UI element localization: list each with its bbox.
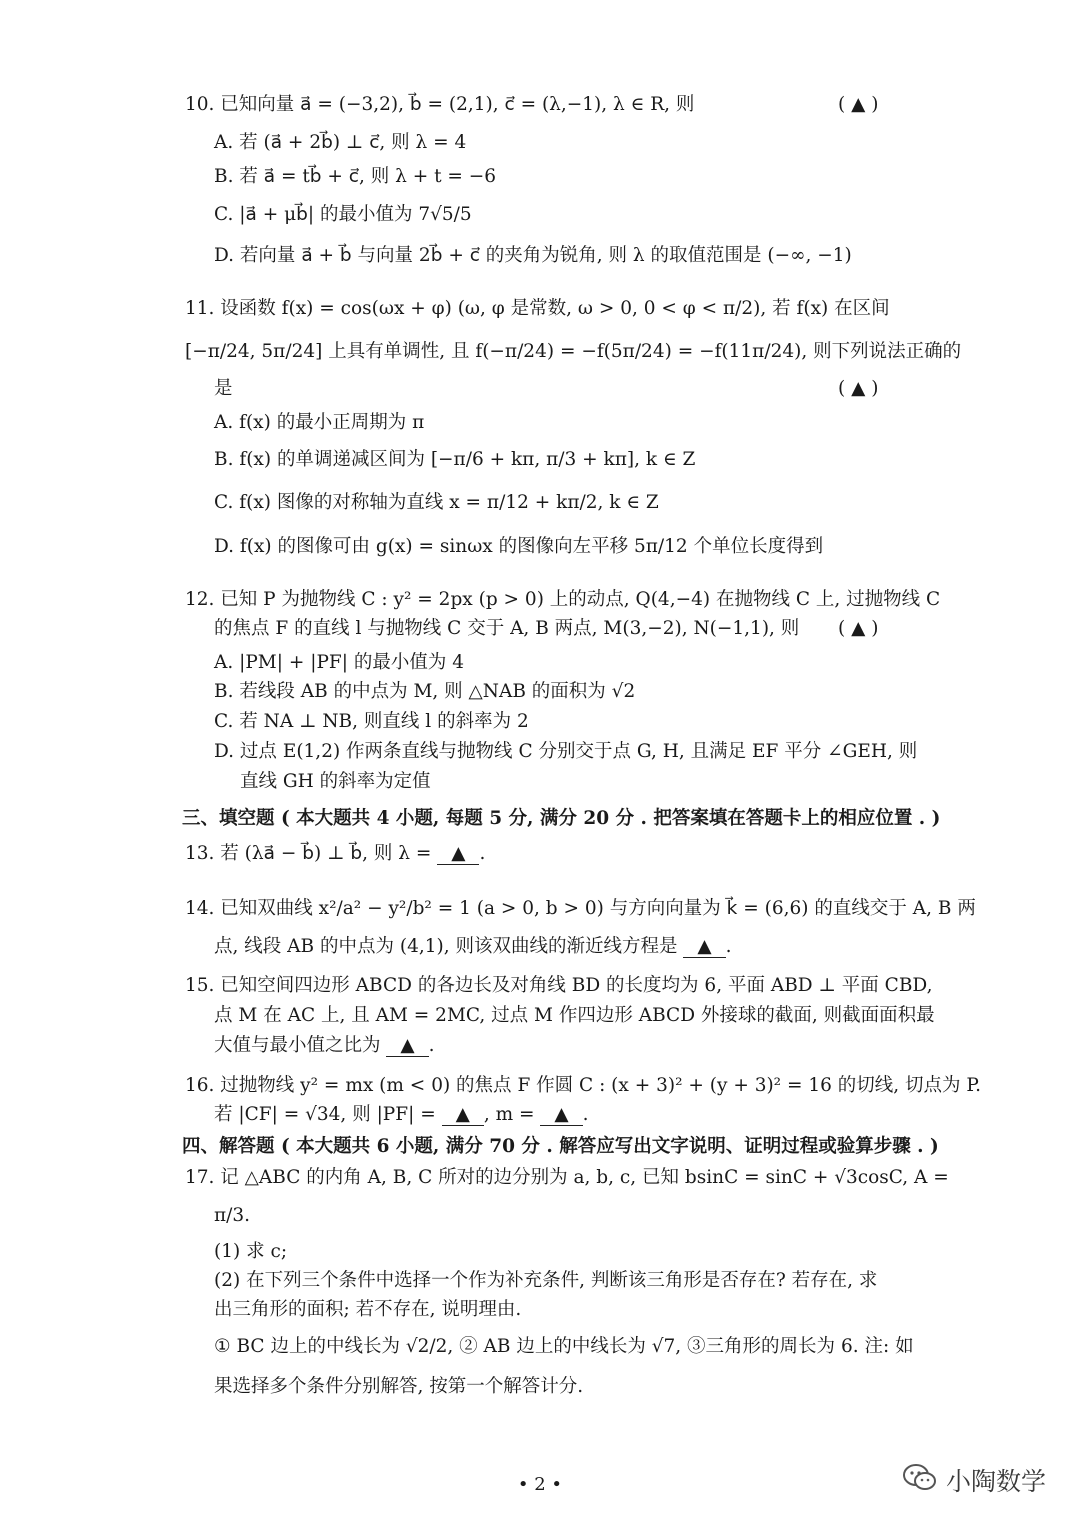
q16-line2 <box>214 1106 589 1126</box>
q15-text: 大值与最小值之比为 <box>214 1035 381 1056</box>
q11-stem-line1: 11. 设函数 f(x) = cos(ωx + φ) (ω, φ 是常数, ω > 0, 0 < φ < π/2), 若 f(x) 在区间 <box>185 298 890 319</box>
q12-option-b: B. 若线段 AB 的中点为 M, 则 △NAB 的面积为 √2 <box>214 681 636 702</box>
q12-option-d-cont: 直线 GH 的斜率为定值 <box>240 771 431 792</box>
page-number: • 2 • <box>517 1474 563 1495</box>
q17-part2-line1: (2) 在下列三个条件中选择一个作为补充条件, 判断该三角形是否存在? 若存在, 求 <box>214 1270 878 1291</box>
q12-stem-line2: 的焦点 F 的直线 l 与抛物线 C 交于 A, B 两点, M(3,−2), N(−1,1), 则 <box>214 618 800 639</box>
q17-conditions-line1: ① BC 边上的中线长为 √2/2, ② AB 边上的中线长为 √7, ③三角形的周长为 6. 注: 如 <box>214 1336 914 1357</box>
q16-text: 若 |CF| = √34, 则 |PF| = <box>214 1104 436 1125</box>
q16-answer-blank-2: ▲ <box>540 1106 582 1126</box>
q14-line1: 14. 已知双曲线 x²/a² − y²/b² = 1 (a > 0, b > 0) 与方向向量为 k⃗ = (6,6) 的直线交于 A, B 两 <box>185 898 976 919</box>
q16-period: . <box>582 1104 589 1125</box>
q10-option-b: B. 若 a⃗ = tb⃗ + c⃗, 则 λ + t = −6 <box>214 166 497 187</box>
q13-period: . <box>479 843 486 864</box>
q14-text: 点, 线段 AB 的中点为 (4,1), 则该双曲线的渐近线方程是 <box>214 936 678 957</box>
section-3-heading: 三、填空题 ( 本大题共 4 小题, 每题 5 分, 满分 20 分 . 把答案填在答题卡上的相应位置 . ) <box>182 808 941 829</box>
q17-part1: (1) 求 c; <box>214 1241 288 1262</box>
wechat-icon <box>902 1463 938 1498</box>
q17-line1: 17. 记 △ABC 的内角 A, B, C 所对的边分别为 a, b, c, 已知 bsinC = sinC + √3cosC, A = <box>185 1167 949 1188</box>
q13-answer-blank: ▲ <box>437 845 479 865</box>
q11-option-d: D. f(x) 的图像可由 g(x) = sinωx 的图像向左平移 5π/12 个单位长度得到 <box>214 536 824 557</box>
q12-stem-line1: 12. 已知 P 为抛物线 C : y² = 2px (p > 0) 上的动点, Q(4,−4) 在抛物线 C 上, 过抛物线 C <box>185 589 941 610</box>
q14-line2 <box>214 938 732 958</box>
q15-line1: 15. 已知空间四边形 ABCD 的各边长及对角线 BD 的长度均为 6, 平面 ABD ⊥ 平面 CBD, <box>185 975 933 996</box>
q12-answer-mark: ( ▲ ) <box>838 618 879 639</box>
q14-answer-blank: ▲ <box>683 938 725 958</box>
q16-mid-text: , m = <box>483 1104 535 1125</box>
watermark <box>902 1462 1046 1498</box>
q12-option-d: D. 过点 E(1,2) 作两条直线与抛物线 C 分别交于点 G, H, 且满足 EF 平分 ∠GEH, 则 <box>214 741 918 762</box>
q14-period: . <box>725 936 732 957</box>
q11-option-b: B. f(x) 的单调递减区间为 [−π/6 + kπ, π/3 + kπ], k ∈ Z <box>214 449 696 470</box>
q10-stem: 10. 已知向量 a⃗ = (−3,2), b⃗ = (2,1), c⃗ = (λ,−1), λ ∈ R, 则 <box>185 94 695 115</box>
q16-answer-blank-1: ▲ <box>442 1106 484 1126</box>
q17-conditions-line2: 果选择多个条件分别解答, 按第一个解答计分. <box>214 1376 584 1397</box>
q11-stem-line2: [−π/24, 5π/24] 上具有单调性, 且 f(−π/24) = −f(5π/24) = −f(11π/24), 则下列说法正确的 <box>185 341 962 362</box>
q12-option-c: C. 若 NA ⊥ NB, 则直线 l 的斜率为 2 <box>214 711 529 732</box>
q10-answer-mark: ( ▲ ) <box>838 94 879 115</box>
q10-option-c: C. |a⃗ + μb⃗| 的最小值为 7√5/5 <box>214 204 472 225</box>
q13 <box>185 845 485 865</box>
q15-line3 <box>214 1037 435 1057</box>
q17-part2-line2: 出三角形的面积; 若不存在, 说明理由. <box>214 1299 522 1320</box>
q15-answer-blank: ▲ <box>386 1037 428 1057</box>
q16-line1: 16. 过抛物线 y² = mx (m < 0) 的焦点 F 作圆 C : (x + 3)² + (y + 3)² = 16 的切线, 切点为 P. <box>185 1075 982 1096</box>
q11-stem-line3: 是 <box>214 378 233 399</box>
q10-option-a: A. 若 (a⃗ + 2b⃗) ⊥ c⃗, 则 λ = 4 <box>214 132 467 153</box>
q11-answer-mark: ( ▲ ) <box>838 378 879 399</box>
q17-line2: π/3. <box>214 1205 251 1226</box>
q13-text: 13. 若 (λa⃗ − b⃗) ⊥ b⃗, 则 λ = <box>185 843 432 864</box>
brand-name: 小陶数学 <box>946 1467 1047 1496</box>
q15-line2: 点 M 在 AC 上, 且 AM = 2MC, 过点 M 作四边形 ABCD 外接球的截面, 则截面面积最 <box>214 1005 935 1026</box>
section-4-heading: 四、解答题 ( 本大题共 6 小题, 满分 70 分 . 解答应写出文字说明、证明过程或验算步骤 . ) <box>182 1136 939 1157</box>
q15-period: . <box>428 1035 435 1056</box>
q12-option-a: A. |PM| + |PF| 的最小值为 4 <box>214 652 465 673</box>
q10-option-d: D. 若向量 a⃗ + b⃗ 与向量 2b⃗ + c⃗ 的夹角为锐角, 则 λ 的取值范围是 (−∞, −1) <box>214 245 852 266</box>
q11-option-c: C. f(x) 图像的对称轴为直线 x = π/12 + kπ/2, k ∈ Z <box>214 492 659 513</box>
q11-option-a: A. f(x) 的最小正周期为 π <box>214 412 425 433</box>
